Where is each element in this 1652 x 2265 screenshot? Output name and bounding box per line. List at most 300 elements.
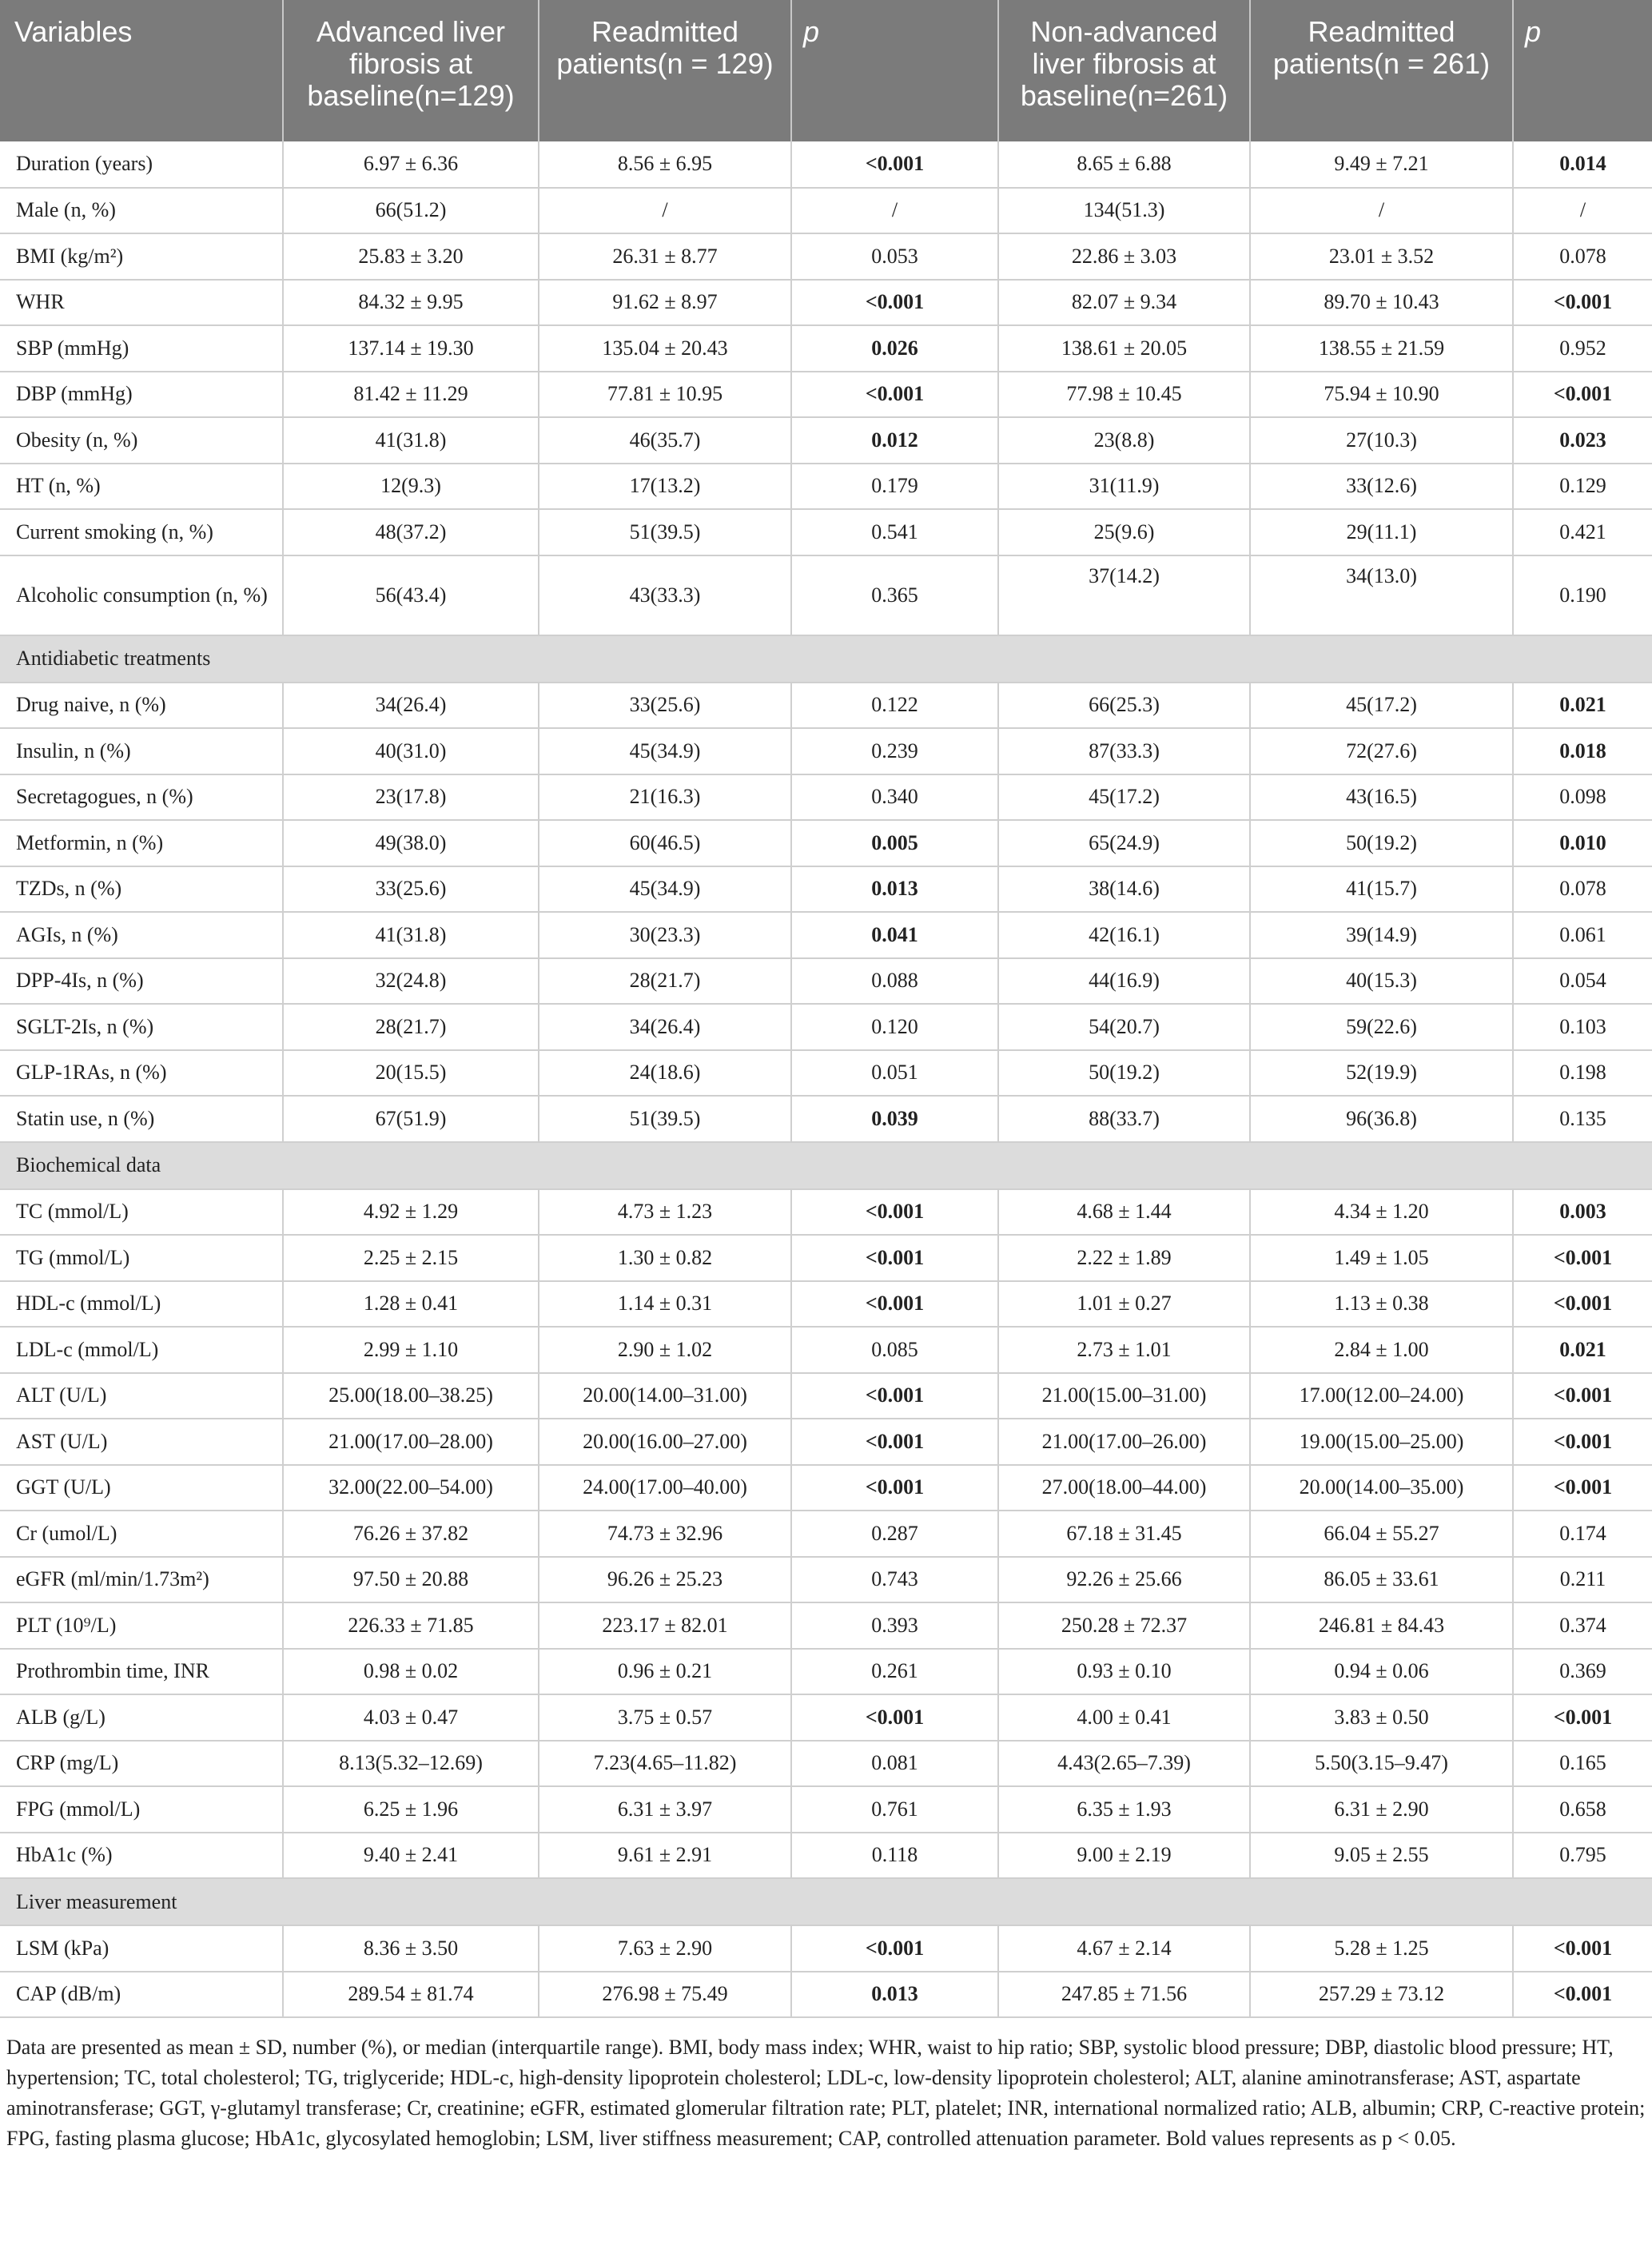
- table-row: [0, 1189, 1652, 1236]
- p-value-cell: <0.001: [791, 1281, 998, 1328]
- value-cell: 77.81 ± 10.95: [539, 372, 791, 418]
- header-row: [0, 0, 1652, 141]
- value-cell: 9.49 ± 7.21: [1250, 141, 1513, 188]
- value-cell: 32(24.8): [283, 958, 539, 1005]
- p-value-cell: <0.001: [1513, 1419, 1652, 1465]
- value-cell: 91.62 ± 8.97: [539, 280, 791, 326]
- p-value-cell: 0.053: [791, 233, 998, 280]
- value-cell: 41(15.7): [1250, 866, 1513, 913]
- value-cell: 74.73 ± 32.96: [539, 1511, 791, 1557]
- p-value-cell: <0.001: [791, 1694, 998, 1741]
- value-cell: 33(25.6): [539, 683, 791, 729]
- p-value-cell: 0.061: [1513, 912, 1652, 958]
- value-cell: 5.50(3.15–9.47): [1250, 1741, 1513, 1787]
- p-value-cell: 0.021: [1513, 683, 1652, 729]
- value-cell: 45(34.9): [539, 728, 791, 774]
- value-cell: 88(33.7): [998, 1096, 1250, 1142]
- table-row: [0, 820, 1652, 866]
- value-cell: 34(26.4): [539, 1004, 791, 1050]
- p-value-cell: 0.211: [1513, 1557, 1652, 1603]
- p-value-cell: 0.021: [1513, 1327, 1652, 1373]
- row-label: eGFR (ml/min/1.73m²): [0, 1557, 283, 1603]
- p-value-cell: 0.340: [791, 774, 998, 821]
- value-cell: 29(11.1): [1250, 509, 1513, 555]
- p-value-cell: 0.541: [791, 509, 998, 555]
- header-advanced-baseline: Advanced liver fibrosis at baseline(n=129): [283, 0, 539, 141]
- table-body: [0, 141, 1652, 2017]
- p-value-cell: 0.129: [1513, 464, 1652, 510]
- p-value-cell: 0.120: [791, 1004, 998, 1050]
- p-value-cell: 0.078: [1513, 866, 1652, 913]
- p-value-cell: 0.239: [791, 728, 998, 774]
- row-label: Duration (years): [0, 141, 283, 188]
- section-row: [0, 1878, 1652, 1925]
- p-value-cell: 0.179: [791, 464, 998, 510]
- table-row: [0, 1511, 1652, 1557]
- table-row: [0, 1602, 1652, 1649]
- value-cell: 37(14.2): [998, 555, 1250, 635]
- row-label: LSM (kPa): [0, 1925, 283, 1972]
- value-cell: 2.25 ± 2.15: [283, 1235, 539, 1281]
- value-cell: 39(14.9): [1250, 912, 1513, 958]
- value-cell: 1.01 ± 0.27: [998, 1281, 1250, 1328]
- p-value-cell: 0.393: [791, 1602, 998, 1649]
- p-value-cell: 0.081: [791, 1741, 998, 1787]
- p-value-cell: 0.078: [1513, 233, 1652, 280]
- table-row: [0, 1004, 1652, 1050]
- header-p-non-advanced: p: [1513, 0, 1652, 141]
- table-header: [0, 0, 1652, 141]
- p-value-cell: 0.085: [791, 1327, 998, 1373]
- value-cell: 9.40 ± 2.41: [283, 1833, 539, 1879]
- table-row: [0, 555, 1652, 635]
- value-cell: 21.00(17.00–28.00): [283, 1419, 539, 1465]
- value-cell: /: [1250, 188, 1513, 234]
- p-value-cell: 0.013: [791, 866, 998, 913]
- p-value-cell: 0.018: [1513, 728, 1652, 774]
- value-cell: 2.84 ± 1.00: [1250, 1327, 1513, 1373]
- row-label: CRP (mg/L): [0, 1741, 283, 1787]
- row-label: CAP (dB/m): [0, 1972, 283, 2018]
- p-value-cell: 0.421: [1513, 509, 1652, 555]
- value-cell: 20.00(16.00–27.00): [539, 1419, 791, 1465]
- row-label: HDL-c (mmol/L): [0, 1281, 283, 1328]
- p-value-cell: 0.287: [791, 1511, 998, 1557]
- value-cell: 246.81 ± 84.43: [1250, 1602, 1513, 1649]
- value-cell: 21.00(17.00–26.00): [998, 1419, 1250, 1465]
- table-row: [0, 509, 1652, 555]
- table-row: [0, 141, 1652, 188]
- value-cell: 138.55 ± 21.59: [1250, 325, 1513, 372]
- value-cell: 137.14 ± 19.30: [283, 325, 539, 372]
- p-value-cell: <0.001: [791, 372, 998, 418]
- table-row: [0, 372, 1652, 418]
- row-label: Alcoholic consumption (n, %): [0, 555, 283, 635]
- row-label: PLT (10⁹/L): [0, 1602, 283, 1649]
- value-cell: 59(22.6): [1250, 1004, 1513, 1050]
- value-cell: 3.75 ± 0.57: [539, 1694, 791, 1741]
- value-cell: 50(19.2): [998, 1050, 1250, 1097]
- p-value-cell: <0.001: [791, 1189, 998, 1236]
- value-cell: 45(17.2): [998, 774, 1250, 821]
- section-label: Biochemical data: [0, 1142, 1652, 1189]
- value-cell: 1.28 ± 0.41: [283, 1281, 539, 1328]
- value-cell: 257.29 ± 73.12: [1250, 1972, 1513, 2018]
- value-cell: 250.28 ± 72.37: [998, 1602, 1250, 1649]
- section-row: [0, 1142, 1652, 1189]
- p-value-cell: <0.001: [791, 141, 998, 188]
- value-cell: 0.98 ± 0.02: [283, 1649, 539, 1695]
- row-label: Cr (umol/L): [0, 1511, 283, 1557]
- table-row: [0, 1925, 1652, 1972]
- value-cell: 45(34.9): [539, 866, 791, 913]
- value-cell: 67(51.9): [283, 1096, 539, 1142]
- value-cell: 21.00(15.00–31.00): [998, 1373, 1250, 1419]
- value-cell: 25(9.6): [998, 509, 1250, 555]
- value-cell: 23(17.8): [283, 774, 539, 821]
- value-cell: 84.32 ± 9.95: [283, 280, 539, 326]
- value-cell: 25.83 ± 3.20: [283, 233, 539, 280]
- value-cell: 6.31 ± 2.90: [1250, 1786, 1513, 1833]
- p-value-cell: 0.374: [1513, 1602, 1652, 1649]
- p-value-cell: 0.118: [791, 1833, 998, 1879]
- p-value-cell: 0.198: [1513, 1050, 1652, 1097]
- value-cell: 22.86 ± 3.03: [998, 233, 1250, 280]
- row-label: DPP-4Is, n (%): [0, 958, 283, 1005]
- row-label: TZDs, n (%): [0, 866, 283, 913]
- value-cell: 6.31 ± 3.97: [539, 1786, 791, 1833]
- value-cell: 56(43.4): [283, 555, 539, 635]
- p-value-cell: 0.261: [791, 1649, 998, 1695]
- value-cell: 9.00 ± 2.19: [998, 1833, 1250, 1879]
- p-value-cell: <0.001: [1513, 1925, 1652, 1972]
- value-cell: 33(12.6): [1250, 464, 1513, 510]
- p-value-cell: /: [1513, 188, 1652, 234]
- table-row: [0, 1373, 1652, 1419]
- p-value-cell: <0.001: [1513, 1235, 1652, 1281]
- table-row: [0, 1419, 1652, 1465]
- row-label: Insulin, n (%): [0, 728, 283, 774]
- value-cell: 32.00(22.00–54.00): [283, 1465, 539, 1511]
- p-value-cell: <0.001: [1513, 1972, 1652, 2018]
- p-value-cell: <0.001: [1513, 1694, 1652, 1741]
- value-cell: 27.00(18.00–44.00): [998, 1465, 1250, 1511]
- value-cell: 24(18.6): [539, 1050, 791, 1097]
- p-value-cell: 0.952: [1513, 325, 1652, 372]
- p-value-cell: 0.023: [1513, 417, 1652, 464]
- p-value-cell: 0.743: [791, 1557, 998, 1603]
- value-cell: 8.13(5.32–12.69): [283, 1741, 539, 1787]
- p-value-cell: 0.010: [1513, 820, 1652, 866]
- row-label: Current smoking (n, %): [0, 509, 283, 555]
- value-cell: 5.28 ± 1.25: [1250, 1925, 1513, 1972]
- p-value-cell: 0.041: [791, 912, 998, 958]
- value-cell: 223.17 ± 82.01: [539, 1602, 791, 1649]
- value-cell: 28(21.7): [283, 1004, 539, 1050]
- value-cell: 4.34 ± 1.20: [1250, 1189, 1513, 1236]
- value-cell: 52(19.9): [1250, 1050, 1513, 1097]
- p-value-cell: 0.135: [1513, 1096, 1652, 1142]
- value-cell: 8.65 ± 6.88: [998, 141, 1250, 188]
- value-cell: 86.05 ± 33.61: [1250, 1557, 1513, 1603]
- p-value-cell: 0.165: [1513, 1741, 1652, 1787]
- value-cell: 89.70 ± 10.43: [1250, 280, 1513, 326]
- value-cell: 7.63 ± 2.90: [539, 1925, 791, 1972]
- table-row: [0, 1327, 1652, 1373]
- value-cell: 2.99 ± 1.10: [283, 1327, 539, 1373]
- row-label: AGIs, n (%): [0, 912, 283, 958]
- p-value-cell: 0.658: [1513, 1786, 1652, 1833]
- value-cell: 17.00(12.00–24.00): [1250, 1373, 1513, 1419]
- row-label: TC (mmol/L): [0, 1189, 283, 1236]
- section-label: Liver measurement: [0, 1878, 1652, 1925]
- table-row: [0, 1833, 1652, 1879]
- value-cell: 41(31.8): [283, 417, 539, 464]
- p-value-cell: <0.001: [791, 1465, 998, 1511]
- row-label: Secretagogues, n (%): [0, 774, 283, 821]
- p-value-cell: 0.005: [791, 820, 998, 866]
- value-cell: 44(16.9): [998, 958, 1250, 1005]
- value-cell: 1.49 ± 1.05: [1250, 1235, 1513, 1281]
- row-label: BMI (kg/m²): [0, 233, 283, 280]
- value-cell: 0.94 ± 0.06: [1250, 1649, 1513, 1695]
- value-cell: 31(11.9): [998, 464, 1250, 510]
- table-row: [0, 1465, 1652, 1511]
- table-row: [0, 774, 1652, 821]
- value-cell: 8.56 ± 6.95: [539, 141, 791, 188]
- value-cell: 75.94 ± 10.90: [1250, 372, 1513, 418]
- value-cell: 1.14 ± 0.31: [539, 1281, 791, 1328]
- row-label: SGLT-2Is, n (%): [0, 1004, 283, 1050]
- value-cell: 42(16.1): [998, 912, 1250, 958]
- value-cell: 6.35 ± 1.93: [998, 1786, 1250, 1833]
- value-cell: 51(39.5): [539, 509, 791, 555]
- p-value-cell: 0.012: [791, 417, 998, 464]
- row-label: DBP (mmHg): [0, 372, 283, 418]
- value-cell: 92.26 ± 25.66: [998, 1557, 1250, 1603]
- table-row: [0, 1649, 1652, 1695]
- table-row: [0, 1235, 1652, 1281]
- value-cell: 81.42 ± 11.29: [283, 372, 539, 418]
- p-value-cell: <0.001: [1513, 1281, 1652, 1328]
- value-cell: 87(33.3): [998, 728, 1250, 774]
- value-cell: 77.98 ± 10.45: [998, 372, 1250, 418]
- value-cell: 4.03 ± 0.47: [283, 1694, 539, 1741]
- p-value-cell: 0.761: [791, 1786, 998, 1833]
- value-cell: 23.01 ± 3.52: [1250, 233, 1513, 280]
- value-cell: 9.61 ± 2.91: [539, 1833, 791, 1879]
- value-cell: 20.00(14.00–35.00): [1250, 1465, 1513, 1511]
- value-cell: /: [539, 188, 791, 234]
- value-cell: 276.98 ± 75.49: [539, 1972, 791, 2018]
- value-cell: 1.13 ± 0.38: [1250, 1281, 1513, 1328]
- p-value-cell: <0.001: [1513, 372, 1652, 418]
- table-row: [0, 1694, 1652, 1741]
- row-label: Obesity (n, %): [0, 417, 283, 464]
- value-cell: 40(31.0): [283, 728, 539, 774]
- section-row: [0, 635, 1652, 683]
- value-cell: 76.26 ± 37.82: [283, 1511, 539, 1557]
- value-cell: 27(10.3): [1250, 417, 1513, 464]
- value-cell: 2.90 ± 1.02: [539, 1327, 791, 1373]
- value-cell: 96(36.8): [1250, 1096, 1513, 1142]
- p-value-cell: 0.174: [1513, 1511, 1652, 1557]
- value-cell: 12(9.3): [283, 464, 539, 510]
- value-cell: 82.07 ± 9.34: [998, 280, 1250, 326]
- header-non-advanced-readmitted: Readmitted patients(n = 261): [1250, 0, 1513, 141]
- row-label: Metformin, n (%): [0, 820, 283, 866]
- p-value-cell: <0.001: [791, 1419, 998, 1465]
- value-cell: 20(15.5): [283, 1050, 539, 1097]
- value-cell: 48(37.2): [283, 509, 539, 555]
- table-row: [0, 188, 1652, 234]
- table-row: [0, 1972, 1652, 2018]
- row-label: GGT (U/L): [0, 1465, 283, 1511]
- row-label: Prothrombin time, INR: [0, 1649, 283, 1695]
- row-label: Male (n, %): [0, 188, 283, 234]
- row-label: LDL-c (mmol/L): [0, 1327, 283, 1373]
- value-cell: 66(51.2): [283, 188, 539, 234]
- p-value-cell: 0.098: [1513, 774, 1652, 821]
- value-cell: 34(13.0): [1250, 555, 1513, 635]
- value-cell: 33(25.6): [283, 866, 539, 913]
- p-value-cell: 0.051: [791, 1050, 998, 1097]
- p-value-cell: 0.088: [791, 958, 998, 1005]
- value-cell: 45(17.2): [1250, 683, 1513, 729]
- table-row: [0, 1281, 1652, 1328]
- value-cell: 4.43(2.65–7.39): [998, 1741, 1250, 1787]
- value-cell: 25.00(18.00–38.25): [283, 1373, 539, 1419]
- table-row: [0, 866, 1652, 913]
- p-value-cell: 0.054: [1513, 958, 1652, 1005]
- table-row: [0, 280, 1652, 326]
- table-row: [0, 233, 1652, 280]
- header-p-advanced: p: [791, 0, 998, 141]
- value-cell: 1.30 ± 0.82: [539, 1235, 791, 1281]
- p-value-cell: <0.001: [791, 280, 998, 326]
- table-row: [0, 728, 1652, 774]
- value-cell: 2.22 ± 1.89: [998, 1235, 1250, 1281]
- value-cell: 7.23(4.65–11.82): [539, 1741, 791, 1787]
- table-row: [0, 325, 1652, 372]
- p-value-cell: 0.026: [791, 325, 998, 372]
- p-value-cell: 0.013: [791, 1972, 998, 2018]
- value-cell: 9.05 ± 2.55: [1250, 1833, 1513, 1879]
- value-cell: 0.93 ± 0.10: [998, 1649, 1250, 1695]
- value-cell: 20.00(14.00–31.00): [539, 1373, 791, 1419]
- value-cell: 17(13.2): [539, 464, 791, 510]
- value-cell: 4.00 ± 0.41: [998, 1694, 1250, 1741]
- p-value-cell: <0.001: [791, 1373, 998, 1419]
- value-cell: 66.04 ± 55.27: [1250, 1511, 1513, 1557]
- value-cell: 289.54 ± 81.74: [283, 1972, 539, 2018]
- value-cell: 96.26 ± 25.23: [539, 1557, 791, 1603]
- row-label: SBP (mmHg): [0, 325, 283, 372]
- section-label: Antidiabetic treatments: [0, 635, 1652, 683]
- p-value-cell: <0.001: [791, 1235, 998, 1281]
- header-advanced-readmitted: Readmitted patients(n = 129): [539, 0, 791, 141]
- p-value-cell: 0.190: [1513, 555, 1652, 635]
- table-row: [0, 464, 1652, 510]
- p-value-cell: 0.369: [1513, 1649, 1652, 1695]
- value-cell: 23(8.8): [998, 417, 1250, 464]
- table-row: [0, 1557, 1652, 1603]
- value-cell: 66(25.3): [998, 683, 1250, 729]
- p-value-cell: 0.795: [1513, 1833, 1652, 1879]
- p-value-cell: 0.003: [1513, 1189, 1652, 1236]
- p-value-cell: <0.001: [1513, 1373, 1652, 1419]
- value-cell: 97.50 ± 20.88: [283, 1557, 539, 1603]
- row-label: ALB (g/L): [0, 1694, 283, 1741]
- header-non-advanced-baseline: Non-advanced liver fibrosis at baseline(n=261): [998, 0, 1250, 141]
- p-value-cell: 0.014: [1513, 141, 1652, 188]
- p-value-cell: 0.122: [791, 683, 998, 729]
- value-cell: 40(15.3): [1250, 958, 1513, 1005]
- table-row: [0, 1096, 1652, 1142]
- value-cell: 8.36 ± 3.50: [283, 1925, 539, 1972]
- p-value-cell: /: [791, 188, 998, 234]
- value-cell: 28(21.7): [539, 958, 791, 1005]
- value-cell: 34(26.4): [283, 683, 539, 729]
- row-label: Statin use, n (%): [0, 1096, 283, 1142]
- value-cell: 51(39.5): [539, 1096, 791, 1142]
- value-cell: 43(16.5): [1250, 774, 1513, 821]
- value-cell: 67.18 ± 31.45: [998, 1511, 1250, 1557]
- value-cell: 38(14.6): [998, 866, 1250, 913]
- value-cell: 138.61 ± 20.05: [998, 325, 1250, 372]
- value-cell: 43(33.3): [539, 555, 791, 635]
- value-cell: 226.33 ± 71.85: [283, 1602, 539, 1649]
- row-label: Drug naive, n (%): [0, 683, 283, 729]
- p-value-cell: 0.103: [1513, 1004, 1652, 1050]
- value-cell: 0.96 ± 0.21: [539, 1649, 791, 1695]
- value-cell: 4.73 ± 1.23: [539, 1189, 791, 1236]
- table-row: [0, 417, 1652, 464]
- value-cell: 24.00(17.00–40.00): [539, 1465, 791, 1511]
- value-cell: 4.68 ± 1.44: [998, 1189, 1250, 1236]
- value-cell: 6.97 ± 6.36: [283, 141, 539, 188]
- value-cell: 6.25 ± 1.96: [283, 1786, 539, 1833]
- value-cell: 2.73 ± 1.01: [998, 1327, 1250, 1373]
- value-cell: 4.67 ± 2.14: [998, 1925, 1250, 1972]
- value-cell: 49(38.0): [283, 820, 539, 866]
- table-row: [0, 958, 1652, 1005]
- value-cell: 135.04 ± 20.43: [539, 325, 791, 372]
- p-value-cell: 0.365: [791, 555, 998, 635]
- header-variables: Variables: [0, 0, 283, 141]
- value-cell: 247.85 ± 71.56: [998, 1972, 1250, 2018]
- row-label: GLP-1RAs, n (%): [0, 1050, 283, 1097]
- table-row: [0, 683, 1652, 729]
- value-cell: 41(31.8): [283, 912, 539, 958]
- value-cell: 30(23.3): [539, 912, 791, 958]
- row-label: FPG (mmol/L): [0, 1786, 283, 1833]
- value-cell: 21(16.3): [539, 774, 791, 821]
- value-cell: 54(20.7): [998, 1004, 1250, 1050]
- value-cell: 19.00(15.00–25.00): [1250, 1419, 1513, 1465]
- table-row: [0, 1786, 1652, 1833]
- row-label: ALT (U/L): [0, 1373, 283, 1419]
- p-value-cell: <0.001: [1513, 280, 1652, 326]
- table-footnote: Data are presented as mean ± SD, number (%), or median (interquartile range). BMI, body mass index; WHR, waist to hip ratio; SBP, systolic blood pressure; DBP, diastolic blood pressure; HT, hypertension; TC, total cholesterol; TG, triglyceride; HDL-c, high-density lipoprotein cholesterol; LDL-c, low-density lipoprotein cholesterol; ALT, alanine aminotransferase; AST, aspartate aminotransferase; GGT, γ-glutamyl transferase; Cr, creatinine; eGFR, estimated glomerular filtration rate; PLT, platelet; INR, international normalized ratio; ALB, albumin; CRP, C-reactive protein; FPG, fasting plasma glucose; HbA1c, glycosylated hemoglobin; LSM, liver stiffness measurement; CAP, controlled attenuation parameter. Bold values represents as p < 0.05.: [6, 2036, 1646, 2150]
- row-label: HbA1c (%): [0, 1833, 283, 1879]
- value-cell: 65(24.9): [998, 820, 1250, 866]
- row-label: WHR: [0, 280, 283, 326]
- p-value-cell: <0.001: [1513, 1465, 1652, 1511]
- value-cell: 50(19.2): [1250, 820, 1513, 866]
- p-value-cell: <0.001: [791, 1925, 998, 1972]
- value-cell: 3.83 ± 0.50: [1250, 1694, 1513, 1741]
